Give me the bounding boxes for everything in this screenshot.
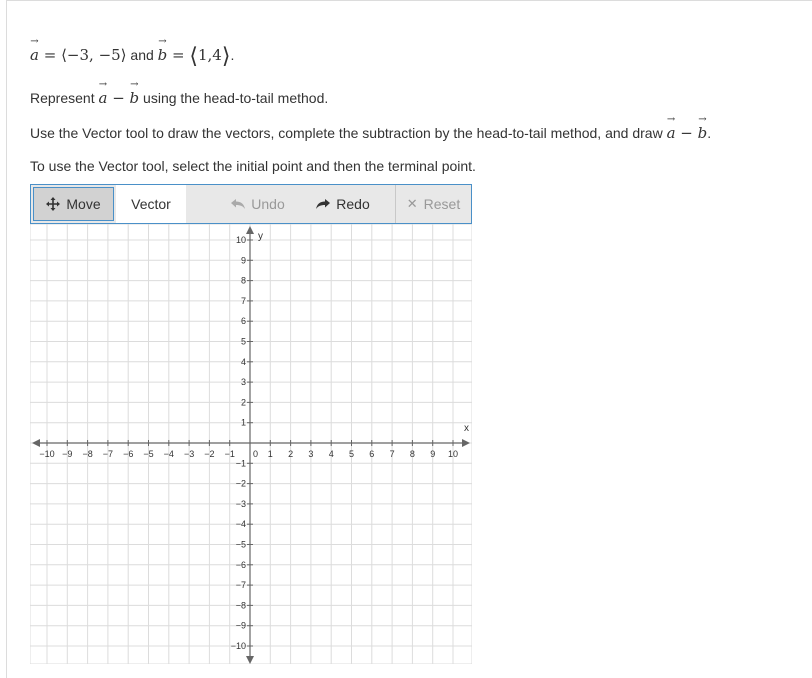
x-tick-label: 7 (389, 449, 395, 459)
tool-text-prefix: Use the Vector tool to draw the vectors, complete the subtraction by the head-to-tail method, and draw (30, 125, 667, 141)
x-tick-label: 1 (267, 449, 273, 459)
y-tick-label: 4 (240, 356, 246, 367)
x-tick-label: −3 (183, 449, 195, 459)
x-tick-label: 10 (447, 449, 459, 459)
reset-label: Reset (423, 196, 461, 212)
y-tick-label: 7 (240, 295, 246, 306)
inline-vector-b: → b (130, 89, 140, 107)
y-tick-label: 9 (240, 255, 246, 266)
redo-button[interactable] (306, 185, 380, 223)
reset-button[interactable] (395, 185, 471, 223)
equals-sign-b: = (167, 46, 190, 64)
y-tick-label: −5 (235, 539, 246, 550)
y-tick-label: −6 (235, 559, 246, 570)
sentence-period: . (230, 47, 235, 63)
x-tick-label: −1 (224, 449, 235, 459)
minus-sign-2: − (675, 124, 698, 142)
instruction-text (30, 89, 328, 107)
x-axis-label: x (464, 423, 469, 434)
x-tick-label: 3 (308, 449, 314, 459)
undo-arrow-icon (231, 199, 245, 210)
graph-toolbar (30, 184, 472, 224)
y-tick-label: 10 (235, 235, 246, 245)
y-tick-label: −9 (235, 620, 246, 631)
tool-text-end: . (707, 125, 712, 141)
y-tick-label: 3 (240, 377, 246, 388)
origin-label: 0 (253, 449, 259, 459)
instruction-suffix: using the head-to-tail method. (139, 90, 329, 106)
inline-vector-b-2: → b (698, 124, 708, 142)
move-label: Move (66, 196, 101, 212)
usage-text: To use the Vector tool, select the initial point and then the terminal point. (30, 158, 476, 174)
y-tick-label: 6 (240, 316, 246, 327)
y-tick-label: −8 (235, 600, 246, 611)
y-tick-label: −10 (230, 641, 246, 651)
x-tick-label: 5 (348, 449, 355, 459)
y-tick-label: −2 (235, 478, 246, 489)
move-icon (46, 197, 60, 211)
x-tick-label: −6 (123, 449, 134, 459)
x-tick-label: 6 (369, 449, 375, 459)
vector-b-value: 1,4 (197, 46, 222, 64)
inline-vector-a: → a (98, 89, 107, 107)
y-tick-label: 1 (240, 417, 246, 428)
equals-sign: = (38, 46, 62, 64)
undo-label: Undo (251, 196, 285, 212)
x-tick-label: 8 (409, 449, 415, 459)
and-text: and (126, 47, 158, 63)
y-tick-label: 2 (240, 397, 246, 408)
inline-vector-a-2: → a (667, 124, 676, 142)
x-tick-label: 4 (328, 449, 334, 459)
tool-instruction-text (30, 124, 711, 142)
y-tick-label: −7 (235, 580, 246, 591)
y-tick-label: −1 (235, 458, 246, 469)
y-axis-label: y (258, 231, 263, 242)
x-tick-label: −7 (102, 449, 114, 459)
x-tick-label: 2 (288, 449, 294, 459)
vector-a-value: ⟨−3, −5⟩ (61, 46, 127, 64)
redo-arrow-icon (316, 199, 330, 210)
coordinate-grid[interactable] (30, 224, 472, 664)
y-tick-label: 5 (240, 336, 246, 347)
vectors-definition (30, 44, 234, 69)
x-tick-label: 9 (430, 449, 436, 459)
y-tick-label: −4 (235, 519, 246, 530)
x-tick-label: −10 (39, 449, 55, 459)
move-button[interactable] (33, 187, 114, 221)
instruction-prefix: Represent (30, 90, 99, 106)
x-tick-label: −4 (163, 449, 174, 459)
right-angle-bracket: ⟩ (221, 44, 231, 69)
close-icon: ✕ (406, 196, 418, 211)
vector-label: Vector (131, 196, 171, 212)
x-tick-label: −2 (204, 449, 215, 459)
y-tick-label: 8 (240, 275, 246, 286)
x-tick-label: −9 (62, 449, 73, 459)
y-tick-label: −3 (235, 498, 246, 509)
vector-b-symbol: → b (158, 46, 168, 64)
minus-sign: − (107, 89, 130, 107)
x-tick-label: −8 (82, 449, 93, 459)
undo-button[interactable] (210, 185, 306, 223)
redo-label: Redo (336, 196, 370, 212)
left-angle-bracket: ⟨ (189, 44, 198, 69)
grid-background (30, 224, 472, 664)
x-tick-label: −5 (143, 449, 154, 459)
vector-a-symbol: → a (30, 46, 39, 64)
vector-tool-button[interactable] (116, 185, 186, 223)
